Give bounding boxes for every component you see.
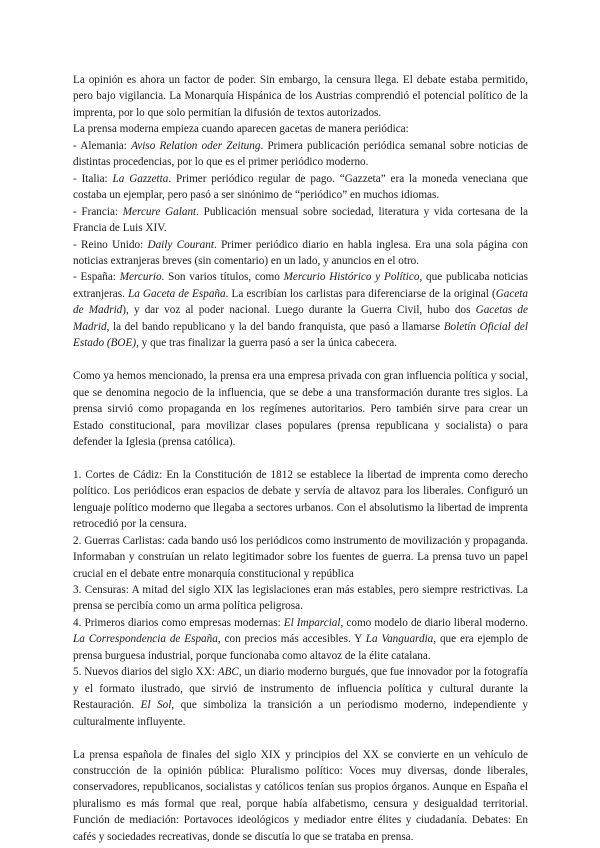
influencia-paragraph: Como ya hemos mencionado, la prensa era una empresa privada con gran influencia política y social, que se denomina negocio de la influencia, que se debe a una transformación durante tres siglos. La prensa sirvió como propaganda en los regímenes autoritarios. Pero también sirve para crear un Estado constitucional, para movilizar clases populares (prensa republicana y socialista) o para defender la Iglesia (prensa católica). xyxy=(73,370,528,448)
paragraph-spacer xyxy=(73,450,528,466)
final-paragraph: La prensa española de finales del siglo XIX y principios del XX se convierte en un vehículo de construcción de la opinión pública: Pluralismo político: Voces muy diversas, donde liberales, conservadores, republicanos, socialistas y católicos tenían sus propios órganos. Aunque en España el pluralismo es más formal que real, porque había alfabetismo, censura y desigualdad territorial. Función de mediación: Portavoces ideológicos y mediador entre élites y ciudadanía. Debates: En cafés y sociedades recreativas, donde se discutía lo que se trataba en prensa. xyxy=(73,748,528,843)
item-italia xyxy=(73,171,528,204)
etapa-primeros-diarios-text-1: , como modelo de diario liberal moderno. xyxy=(340,616,528,629)
item-espana-title-mercurio: Mercurio xyxy=(119,271,162,284)
gacetas-intro: La prensa moderna empieza cuando aparecen gacetas de manera periódica: xyxy=(73,123,409,136)
title-abc: ABC xyxy=(217,666,239,679)
item-italia-text: . Primer periódico regular de pago. “Gazzeta” era la moneda veneciana que costaba un ejemplar, pero pasó a ser sinónimo de “periódico” en muchos idiomas. xyxy=(73,172,528,202)
etapa-nuevos-diarios xyxy=(73,664,528,730)
etapa-censuras: 3. Censuras: A mitad del siglo XIX las legislaciones eran más estables, pero siempre restrictivas. La prensa se percibía como un arma política peligrosa. xyxy=(73,584,528,613)
paragraph-spacer xyxy=(73,352,528,368)
item-reino-unido xyxy=(73,237,528,270)
item-reino-unido-title: Daily Courant xyxy=(147,238,214,251)
item-alemania xyxy=(73,138,528,171)
paragraph-spacer xyxy=(73,730,528,746)
item-espana-title-boe: Boletín Oficial del Estado (BOE), xyxy=(73,320,528,350)
item-espana-prefix: - España: xyxy=(73,271,120,284)
item-alemania-prefix: - Alemania: xyxy=(73,139,132,152)
title-la-correspondencia: La Correspondencia de España xyxy=(73,633,218,646)
item-francia-title: Mercure Galant xyxy=(122,205,197,218)
item-alemania-text: . Primera publicación periódica semanal sobre noticias de distintas procedencias, por lo que es el primer periódico moderno. xyxy=(73,139,528,169)
etapa-guerras-carlistas: 2. Guerras Carlistas: cada bando usó los periódicos como instrumento de movilización y propaganda. Informaban y construían un relato legitimador sobre los fuentes de guerra. La prensa tuvo un papel crucial en el debate entre monarquía constitucional y república xyxy=(73,534,528,580)
item-espana-text-4: ), y dar voz al poder nacional. Luego durante la Guerra Civil, hubo dos xyxy=(122,304,476,317)
title-la-vanguardia: La Vanguardia xyxy=(365,633,434,646)
item-espana-title-gacetas-madrid: Gacetas de Madrid xyxy=(73,304,528,333)
item-espana-title-gaceta-espana: La Gaceta de España xyxy=(128,287,226,300)
item-espana-text-6: y que tras finalizar la guerra pasó a ser la única cabecera. xyxy=(138,337,397,350)
etapa-primeros-diarios xyxy=(73,615,528,664)
title-el-imparcial: El Imparcial xyxy=(283,616,341,629)
item-reino-unido-text: . Primer periódico diario en habla inglesa. Era una sola página con noticias extranjeras breves (sin comentario) en un lado, y anuncios en el otro. xyxy=(73,238,528,267)
item-espana-title-mercurio-historico: Mercurio Histórico y Político xyxy=(283,271,420,284)
intro-paragraph: La opinión es ahora un factor de poder. Sin embargo, la censura llega. El debate estaba permitido, pero bajo vigilancia. La Monarquía Hispánica de los Austrias comprendió el potencial político de la imprenta, por lo que solo permitían la difusión de textos autorizados. xyxy=(73,74,528,119)
item-italia-title: La Gazzetta xyxy=(112,172,169,185)
etapa-cortes-cadiz: 1. Cortes de Cádiz: En la Constitución de 1812 se establece la libertad de imprenta como derecho político. Los periódicos eran espacios de debate y servía de altavoz para los liberales. Configuró un lenguaje político moderno que llegaba a sectores urbanos. Con el absolutismo la libertad de imprenta retrocedió por la censura. xyxy=(73,468,528,531)
item-francia-prefix: - Francia: xyxy=(73,205,123,218)
item-espana-text-1: . Son varios títulos, como xyxy=(161,271,284,284)
etapa-primeros-diarios-text-2: , con precios más accesibles. Y xyxy=(217,633,366,646)
etapa-nuevos-diarios-prefix: 5. Nuevos diarios del siglo XX: xyxy=(73,666,218,679)
etapa-nuevos-diarios-text-1: , un diario moderno burgués, que fue innovador por la fotografía y el formato ilustrado, que sirvió de instrumento de influencia política y cultural durante la Restauración. xyxy=(73,666,528,712)
item-espana-text-5: , la del bando republicano y la del bando franquista, que pasó a llamarse xyxy=(106,320,444,333)
item-espana-text-3: . La escribían los carlistas para diferenciarse de la original ( xyxy=(225,287,496,300)
item-espana-text-2: , que publicaba noticias extranjeras. xyxy=(73,271,528,300)
item-espana-title-gaceta-madrid: Gaceta de Madrid xyxy=(73,287,528,317)
etapa-primeros-diarios-text-3: , que era ejemplo de prensa burguesa industrial, porque funcionaba como altavoz de la élite catalana. xyxy=(73,633,528,662)
document-page xyxy=(73,72,528,845)
item-italia-prefix: - Italia: xyxy=(73,172,113,185)
item-francia xyxy=(73,204,528,237)
item-francia-text: . Publicación mensual sobre sociedad, literatura y vida cortesana de la Francia de Luis XIV. xyxy=(73,205,528,235)
item-reino-unido-prefix: - Reino Unido: xyxy=(73,238,148,251)
etapa-nuevos-diarios-text-2: , que simboliza la transición a un periodismo moderno, independiente y culturalmente influyente. xyxy=(73,699,528,728)
title-el-sol: El Sol xyxy=(140,699,172,712)
etapa-primeros-diarios-prefix: 4. Primeros diarios como empresas modernas: xyxy=(73,616,284,629)
item-espana xyxy=(73,269,528,351)
item-alemania-title: Aviso Relation oder Zeitung xyxy=(131,139,261,152)
